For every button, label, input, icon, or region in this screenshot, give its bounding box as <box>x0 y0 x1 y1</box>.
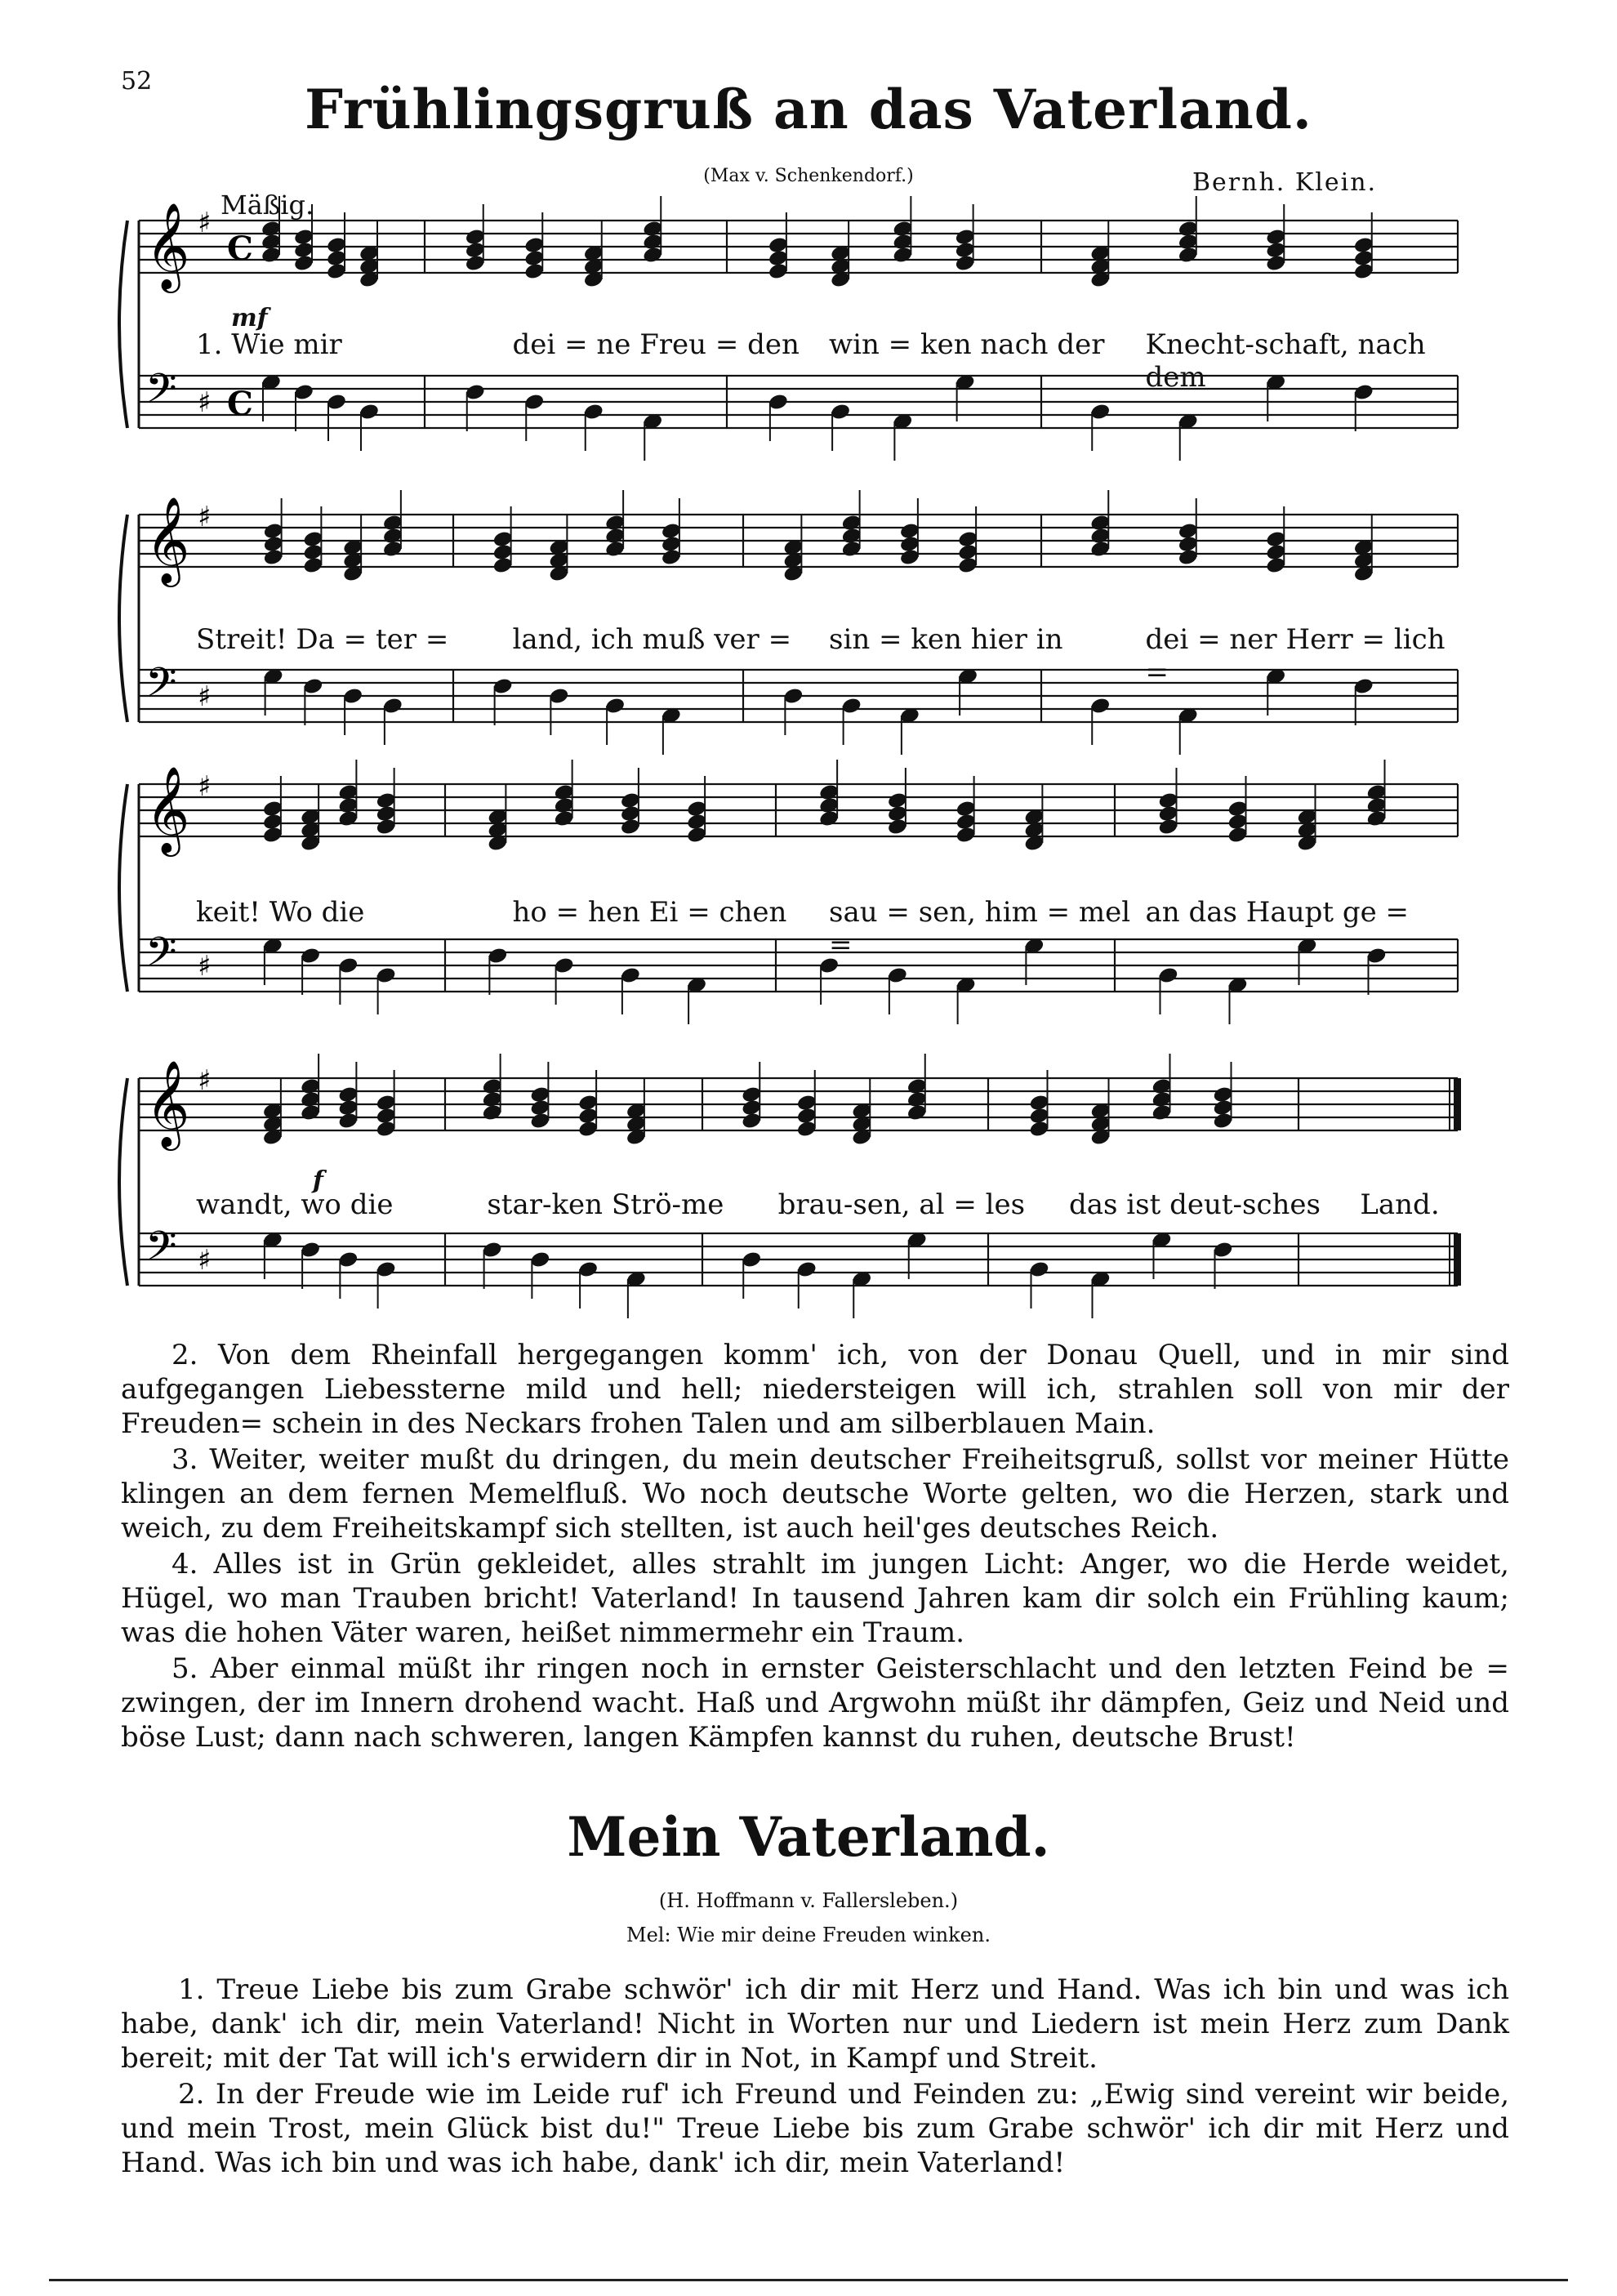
song2-melody-note: Mel: Wie mir deine Freuden winken. <box>626 1924 991 1946</box>
time-signature-icon: C <box>227 385 253 423</box>
lyric-segment: win = ken nach der <box>829 328 1105 361</box>
lyric-segment: 1. Wie mir <box>196 328 342 361</box>
brace-icon <box>119 515 127 722</box>
treble-clef-icon: 𝄞 <box>145 496 190 583</box>
verse-5: 5. Aber einmal müßt ihr ringen noch in ernster Geisterschlacht und den letzten Feind be = zwingen, der im Innern drohend wacht. Haß und Argwohn müßt ihr dämpfen, Geiz und Neid und böse Lust; dann nach schweren, langen Kämpfen kannst du ruhen, deutsche Brust! <box>121 1652 1509 1754</box>
verse-4: 4. Alles ist in Grün gekleidet, alles strahlt im jungen Licht: Anger, wo die Herde weidet, Hügel, wo man Trauben bricht! Vaterland! In tausend Jahren kam dir solch ein Frühling kaum; was die hohen Väter waren, heißet nimmermehr ein Traum. <box>121 1548 1509 1649</box>
lyric-segment: keit! Wo die <box>196 896 365 929</box>
brace-icon <box>119 221 127 428</box>
bottom-rule <box>49 2279 1568 2281</box>
treble-clef-icon: 𝄞 <box>145 202 190 289</box>
lyric-segment: ho = hen Ei = chen <box>512 896 787 929</box>
lyric-segment: dei = ner Herr = lich = <box>1145 623 1446 689</box>
lyric-segment: wandt, wo die <box>196 1188 394 1221</box>
final-barline <box>1454 1078 1461 1130</box>
lyric-line-4 <box>196 1188 1462 1221</box>
lyric-segment: sau = sen, him = mel = <box>829 896 1131 961</box>
lyric-line-3 <box>196 896 1462 961</box>
lyric-segment: brau-sen, al = les <box>777 1188 1026 1221</box>
lyric-segment: das ist deut-sches <box>1068 1188 1321 1221</box>
song-title: Frühlingsgruß an das Vaterland. <box>305 78 1312 141</box>
brace-icon <box>119 1078 127 1286</box>
key-sharp-icon: ♯ <box>198 501 212 533</box>
bass-clef-icon: 𝄢 <box>145 365 177 422</box>
key-sharp-icon: ♯ <box>198 207 212 239</box>
key-sharp-icon: ♯ <box>198 1064 212 1097</box>
key-sharp-icon: ♯ <box>198 680 212 713</box>
lyric-segment: Streit! Da = ter = <box>196 623 449 656</box>
key-sharp-icon: ♯ <box>198 1244 212 1277</box>
lyric-segment: land, ich muß ver = <box>512 623 792 656</box>
key-sharp-icon: ♯ <box>198 386 212 419</box>
lyric-segment: sin = ken hier in <box>829 623 1063 656</box>
time-signature-icon: C <box>227 230 253 268</box>
dynamic-f: f <box>313 1166 323 1195</box>
treble-clef-icon: 𝄞 <box>145 1059 190 1147</box>
bass-clef-icon: 𝄢 <box>145 659 177 716</box>
lyric-segment: Knecht-schaft, nach dem <box>1145 328 1426 394</box>
song2-verse-1: 1. Treue Liebe bis zum Grabe schwör' ich dir mit Herz und Hand. Was ich bin und was ich habe, dank' ich dir, mein Vaterland! Nicht in Worten nur und Liedern ist mein Herz zum Dank bereit; mit der Tat will ich's erwidern dir in Not, in Kampf und Streit. <box>121 1973 1509 2075</box>
key-sharp-icon: ♯ <box>198 950 212 983</box>
brace-icon <box>119 784 127 992</box>
song2-poet: (H. Hoffmann v. Fallersleben.) <box>658 1889 959 1912</box>
bass-clef-icon: 𝄢 <box>145 1223 177 1280</box>
lyric-line-1 <box>196 328 1462 394</box>
treble-clef-icon: 𝄞 <box>145 765 190 853</box>
page-number: 52 <box>121 67 153 96</box>
lyric-segment: star-ken Strö-me <box>487 1188 724 1221</box>
final-barline <box>1454 1233 1461 1286</box>
additional-verses <box>121 1338 1509 1756</box>
song2-title: Mein Vaterland. <box>567 1805 1050 1869</box>
song2-verse-2: 2. In der Freude wie im Leide ruf' ich Freund und Feinden zu: „Ewig sind vereint wir beide, und mein Trost, mein Glück bist du!" Treue Liebe bis zum Grabe schwör' ich dir mit Herz und Hand. Was ich bin und was ich habe, dank' ich dir, mein Vaterland! <box>121 2078 1509 2179</box>
verse-2: 2. Von dem Rheinfall hergegangen komm' ich, von der Donau Quell, und in mir sind aufgegangen Liebessterne mild und hell; niedersteigen will ich, strahlen soll von mir der Freuden= schein in des Neckars frohen Talen und am silberblauen Main. <box>121 1339 1509 1440</box>
dynamic-mf: mf <box>231 304 268 332</box>
song2-verses <box>121 1973 1509 2182</box>
poet-credit: (Max v. Schenkendorf.) <box>703 166 914 186</box>
lyric-segment: an das Haupt ge = <box>1145 896 1410 929</box>
composer-credit: Bernh. Klein. <box>1192 168 1378 197</box>
lyric-line-2 <box>196 623 1462 689</box>
tempo-marking: Mäßig. <box>220 189 314 221</box>
bass-clef-icon: 𝄢 <box>145 929 177 986</box>
lyric-segment: dei = ne Freu = den <box>512 328 800 361</box>
key-sharp-icon: ♯ <box>198 770 212 803</box>
verse-3: 3. Weiter, weiter mußt du dringen, du mein deutscher Freiheitsgruß, sollst vor meiner Hütte klingen an dem fernen Memelfluß. Wo noch deutsche Worte gelten, wo die Herzen, stark und weich, zu dem Freiheitskampf sich stellten, ist auch heil'ges deutsches Reich. <box>121 1443 1509 1545</box>
lyric-segment: Land. <box>1360 1188 1440 1221</box>
